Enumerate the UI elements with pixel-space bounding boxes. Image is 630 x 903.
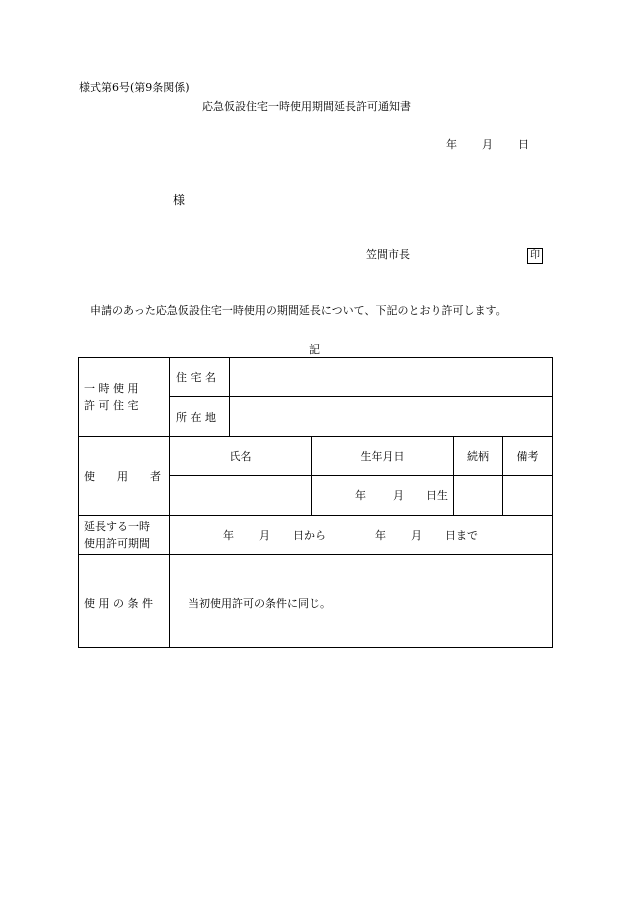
table-line xyxy=(311,436,312,515)
form-number: 様式第6号(第9条関係) xyxy=(79,81,190,94)
date-day-label: 日 xyxy=(518,138,529,151)
date-year-label: 年 xyxy=(446,138,457,151)
table-line xyxy=(502,436,503,515)
body-text: 申請のあった応急仮設住宅一時使用の期間延長について、下記のとおり許可します。 xyxy=(90,304,507,317)
remarks-value[interactable] xyxy=(508,481,548,509)
table-line xyxy=(169,396,553,397)
col-remarks-header: 備考 xyxy=(516,450,539,463)
ki-label: 記 xyxy=(309,343,320,356)
birth-month-label: 月 xyxy=(393,489,404,502)
table-border-bottom xyxy=(78,647,553,648)
seal-mark: 印 xyxy=(527,248,543,264)
permit-details-table xyxy=(78,357,553,648)
housing-name-value[interactable] xyxy=(236,363,546,391)
to-year-label: 年 xyxy=(375,529,386,542)
col-name-header: 氏名 xyxy=(229,450,252,463)
document-title: 応急仮設住宅一時使用期間延長許可通知書 xyxy=(202,100,411,113)
extension-label-line2: 使用許可期間 xyxy=(84,537,150,550)
housing-label-line1: 一 時 使 用 xyxy=(84,382,139,395)
table-border-right xyxy=(552,357,553,648)
table-line xyxy=(169,475,553,476)
table-line xyxy=(78,515,553,516)
table-line xyxy=(78,436,553,437)
to-month-label: 月 xyxy=(411,529,422,542)
col-birthdate-header: 生年月日 xyxy=(360,450,405,463)
from-day-label: 日から xyxy=(293,529,326,542)
from-month-label: 月 xyxy=(259,529,270,542)
user-name-value[interactable] xyxy=(176,481,304,509)
conditions-value: 当初使用許可の条件に同じ。 xyxy=(188,597,331,610)
housing-name-label: 住 宅 名 xyxy=(176,371,216,384)
table-line xyxy=(169,357,170,648)
date-month-label: 月 xyxy=(482,138,493,151)
location-value[interactable] xyxy=(236,403,546,431)
table-line xyxy=(453,436,454,515)
housing-label-line2: 許 可 住 宅 xyxy=(84,399,139,412)
location-label: 所 在 地 xyxy=(176,411,216,424)
table-border-left xyxy=(78,357,79,648)
extension-label-line1: 延長する一時 xyxy=(84,520,150,533)
addressee-suffix: 様 xyxy=(173,193,186,207)
table-line xyxy=(78,554,553,555)
from-year-label: 年 xyxy=(223,529,234,542)
issuer-name: 笠間市長 xyxy=(366,248,410,261)
table-line xyxy=(229,357,230,436)
birth-day-label: 日生 xyxy=(426,489,448,502)
relation-value[interactable] xyxy=(458,481,498,509)
conditions-label: 使 用 の 条 件 xyxy=(84,597,153,610)
to-day-label: 日まで xyxy=(445,529,478,542)
birth-year-label: 年 xyxy=(355,489,366,502)
user-label: 使 用 者 xyxy=(84,470,161,483)
col-relation-header: 続柄 xyxy=(467,450,489,463)
table-border-top xyxy=(78,357,553,358)
